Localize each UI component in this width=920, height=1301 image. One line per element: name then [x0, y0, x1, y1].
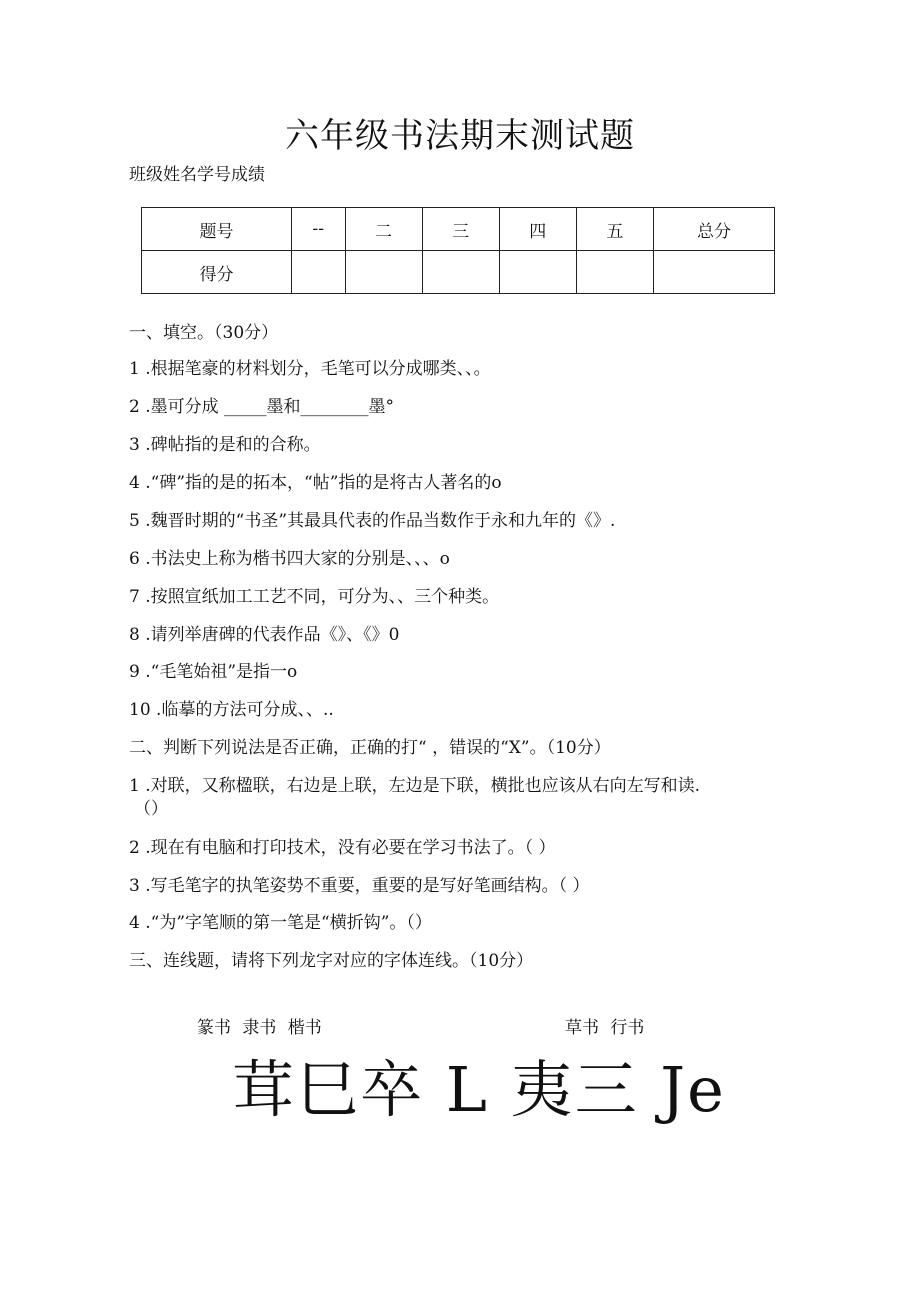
question-line: 1 .对联，又称楹联，右边是上联，左边是下联，横批也应该从右向左写和读.	[129, 776, 701, 796]
score-cell	[654, 251, 775, 294]
header-cell: 总分	[654, 208, 775, 251]
question-line: 4 .“碑”指的是的拓本，“帖”指的是将古人著名的o	[129, 473, 502, 493]
score-cell	[499, 251, 576, 294]
section-2-heading: 二、判断下列说法是否正确，正确的打“ ，错误的“X”。（10分）	[129, 738, 611, 758]
header-cell: 四	[499, 208, 576, 251]
header-cell: 题号	[142, 208, 292, 251]
question-line: 5 .魏晋时期的“书圣”其最具代表的作品当数作于永和九年的《》.	[129, 511, 616, 531]
question-line: 8 .请列举唐碑的代表作品《》、《》0	[129, 625, 400, 645]
score-table-score-row	[142, 251, 775, 294]
header-cell: 二	[345, 208, 422, 251]
section-1-heading: 一、填空。（30分）	[129, 323, 279, 343]
score-cell	[422, 251, 499, 294]
question-line: 6 .书法史上称为楷书四大家的分别是、、、o	[129, 549, 450, 569]
score-cell	[576, 251, 653, 294]
header-cell: --	[291, 208, 345, 251]
score-row-label: 得分	[142, 251, 292, 294]
question-line: 7 .按照宣纸加工工艺不同，可分为、、三个种类。	[129, 587, 500, 607]
question-line: 2 .现在有电脑和打印技术，没有必要在学习书法了。（ ）	[129, 838, 556, 858]
score-table-header-row	[142, 208, 775, 251]
question-line: 3 .碑帖指的是和的合称。	[129, 435, 321, 455]
question-line: 2 .墨可分成 _____墨和________墨°	[129, 397, 395, 417]
header-cell: 五	[576, 208, 653, 251]
section-3-heading: 三、连线题，请将下列龙字对应的字体连线。（10分）	[129, 951, 534, 971]
question-line: 9 .“毛笔始祖”是指一o	[129, 662, 298, 682]
score-table	[141, 207, 775, 294]
score-cell	[291, 251, 345, 294]
answer-bracket: （）	[134, 799, 168, 819]
script-labels-left: 篆书 隶书 楷书	[197, 1018, 322, 1038]
question-line: 4 .“为”字笔顺的第一笔是“横折钩”。（）	[129, 913, 432, 933]
question-line: 10 .临摹的方法可分成、、..	[129, 700, 334, 720]
calligraphy-sample: 茸巳卒 L 夷三 Je	[232, 1053, 726, 1126]
page-title: 六年级书法期末测试题	[285, 116, 635, 156]
student-info-line: 班级姓名学号成绩	[129, 165, 265, 185]
question-line: 1 .根据笔豪的材料划分，毛笔可以分成哪类、、。	[129, 359, 491, 379]
script-labels-right: 草书 行书	[565, 1018, 645, 1038]
header-cell: 三	[422, 208, 499, 251]
question-line: 3 .写毛笔字的执笔姿势不重要，重要的是写好笔画结构。（ ）	[129, 876, 590, 896]
score-cell	[345, 251, 422, 294]
